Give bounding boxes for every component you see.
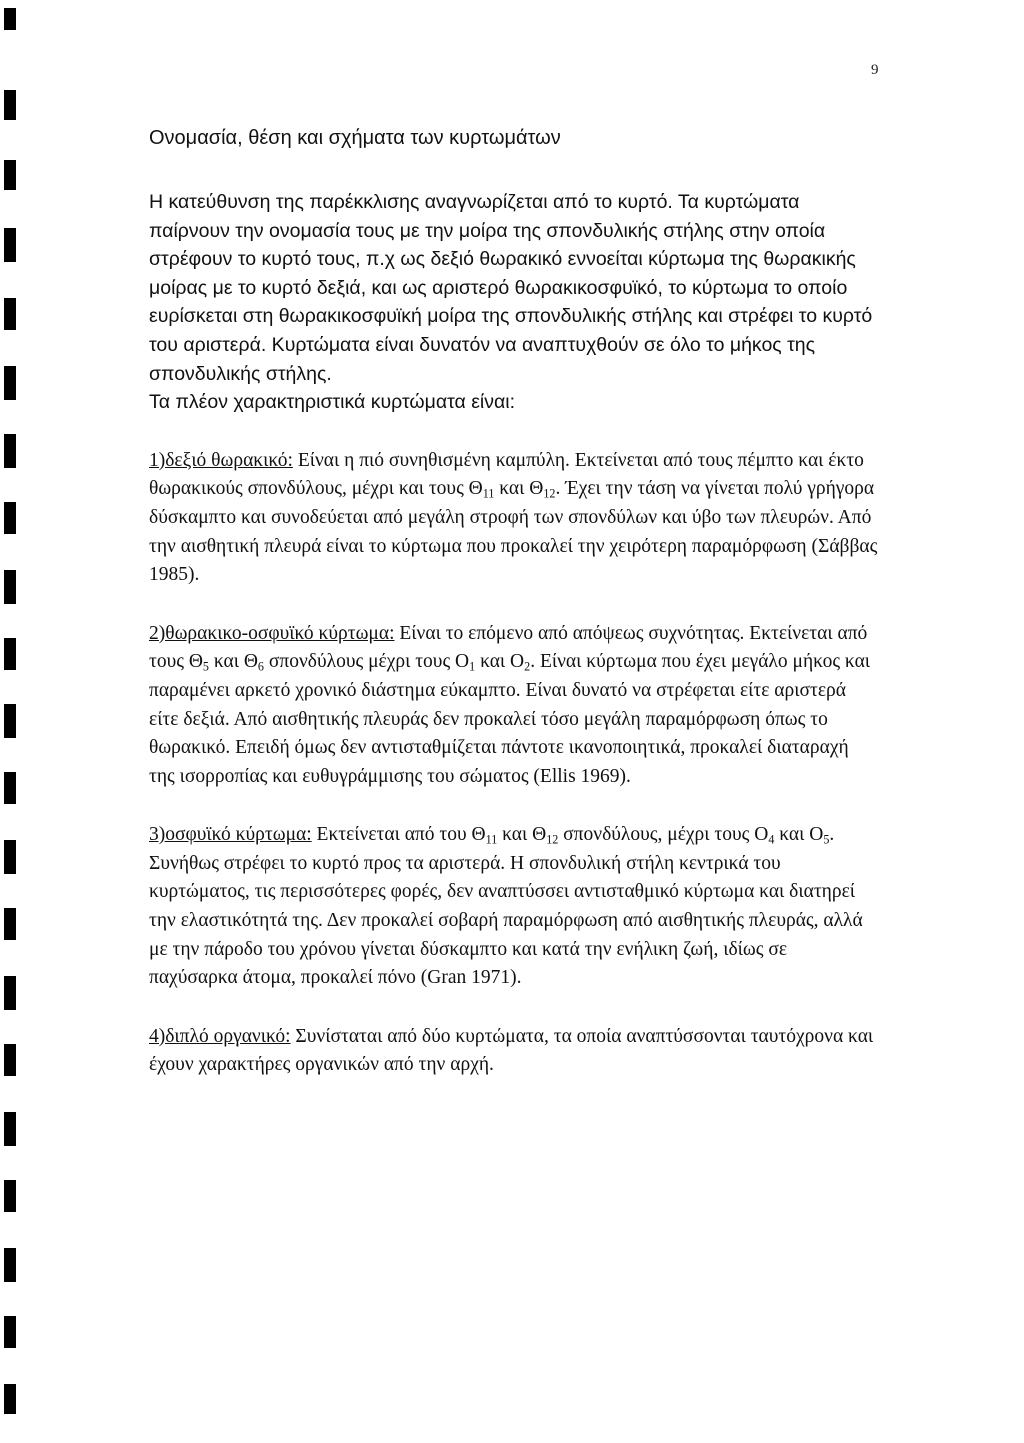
film-mark xyxy=(4,1384,16,1414)
section-heading: Ονομασία, θέση και σχήματα των κυρτωμάτων xyxy=(149,127,561,149)
film-mark xyxy=(4,434,16,468)
film-mark xyxy=(4,8,16,30)
film-mark xyxy=(4,1112,16,1146)
film-mark xyxy=(4,90,16,120)
film-mark xyxy=(4,298,16,330)
page-number: 9 xyxy=(871,62,879,78)
film-mark xyxy=(4,1044,16,1076)
film-strip-border xyxy=(0,0,20,1443)
film-mark xyxy=(4,570,16,604)
curve-item-lumbar: 3)οσφυϊκό κύρτωμα: Εκτείνεται από του $\Theta_{11}$ και $\Theta_{12}$ σπονδύλους, μέχρι τους $O_4$ και $O_5$. Συνήθως στρέφει το κυρτό προς τα αριστερά. Η σπονδυλική στήλη κεντρικά του κυρτώματος, τις περισσότερες φορές, δεν αναπτύσσει αντισταθμικό κύρτωμα και διατηρεί την ελαστικότητά της. Δεν προκαλεί σοβαρή παραμόρφωση από αισθητικής πλευράς, αλλά με την πάροδο του χρόνου γίνεται δύσκαμπτο και κατά την ενήλικη ζωή, ιδίως σε παχύσαρκα άτομα, προκαλεί πόνο (Gran 1971). xyxy=(149,824,863,989)
intro-paragraph xyxy=(149,188,879,417)
film-mark xyxy=(4,840,16,874)
film-mark xyxy=(4,228,16,262)
intro-text: Η κατεύθυνση της παρέκκλισης αναγνωρίζεται από το κυρτό. Τα κυρτώματα παίρνουν την ονομασία τους με την μοίρα της σπονδυλικής στήλης στην οποία στρέφουν το κυρτό τους, π.χ ως δεξιό θωρακικό εννοείται κύρτωμα της θωρακικής μοίρας με το κυρτό δεξιά, και ως αριστερό θωρακικοσφυϊκό, το κύρτωμα το οποίο ευρίσκεται στη θωρακικοσφυϊκή μοίρα της σπονδυλικής στήλης και στρέφει το κυρτό του αριστερά. Κυρτώματα είναι δυνατόν να αναπτυχθούν σε όλο το μήκος της σπονδυλικής στήλης. xyxy=(149,191,873,385)
item-title: 1)δεξιό θωρακικό: xyxy=(149,449,293,471)
film-mark xyxy=(4,1180,16,1212)
film-mark xyxy=(4,160,16,190)
film-mark xyxy=(4,366,16,400)
item-title: 3)οσφυϊκό κύρτωμα: xyxy=(149,824,312,846)
curve-item-thoracolumbar: 2)θωρακικο-οσφυϊκό κύρτωμα: Είναι το επόμενο από απόψεως συχνότητας. Εκτείνεται από τους $\Theta_5$ και $\Theta_6$ σπονδύλους μέχρι τους $O_1$ και $O_2$. Είναι κύρτωμα που έχει μεγάλο μήκος και παραμένει αρκετό χρονικό διάστημα εύκαμπτο. Είναι δυνατό να στρέφεται είτε αριστερά είτε δεξιά. Από αισθητικής πλευράς δεν προκαλεί τόσο μεγάλη παραμόρφωση όπως το θωρακικό. Επειδή όμως δεν αντισταθμίζεται πάντοτε ικανοποιητικά, προκαλεί διαταραχή της ισορροπίας και ευθυγράμμισης του σώματος (Ellis 1969). xyxy=(149,622,871,787)
item-title: 4)διπλό οργανικό: xyxy=(149,1025,291,1047)
film-mark xyxy=(4,908,16,940)
film-mark xyxy=(4,704,16,738)
film-mark xyxy=(4,976,16,1010)
film-mark xyxy=(4,638,16,670)
document-body xyxy=(149,124,879,1080)
curve-item-double: 4)διπλό οργανικό: Συνίσταται από δύο κυρτώματα, τα οποία αναπτύσσονται ταυτόχρονα και έχουν χαρακτήρες οργανικών από την αρχή. xyxy=(149,1025,874,1076)
film-mark xyxy=(4,772,16,804)
item-title: 2)θωρακικο-οσφυϊκό κύρτωμα: xyxy=(149,622,395,644)
film-mark xyxy=(4,502,16,534)
film-mark xyxy=(4,1248,16,1282)
film-mark xyxy=(4,1316,16,1348)
curve-item-thoracic: 1)δεξιό θωρακικό: Είναι η πιό συνηθισμένη καμπύλη. Εκτείνεται από τους πέμπτο και έκτο θωρακικούς σπονδύλους, μέχρι και τους $\Theta_{11}$ και $\Theta_{12}$. Έχει την τάση να γίνεται πολύ γρήγορα δύσκαμπτο και συνοδεύεται από μεγάλη στροφή των σπονδύλων και ύβο των πλευρών. Από την αισθητική πλευρά είναι το κύρτωμα που προκαλεί την χειρότερη παραμόρφωση (Σάββας 1985). xyxy=(149,449,878,586)
intro-lead: Τα πλέον χαρακτηριστικά κυρτώματα είναι: xyxy=(149,391,516,414)
